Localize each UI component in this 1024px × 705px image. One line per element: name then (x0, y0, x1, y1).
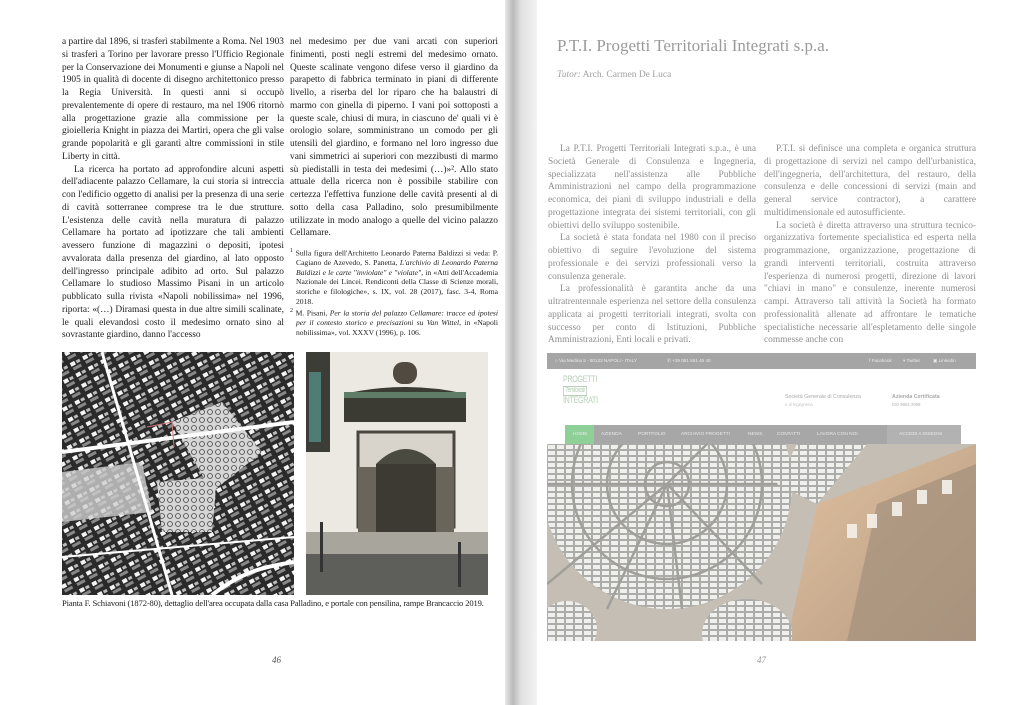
tagline-title: Società Generale di Consulenza (785, 394, 861, 400)
nav-lavora-con-noi[interactable]: LAVORA CON NOI (817, 432, 858, 437)
left-column-2 (290, 36, 498, 240)
logo-line: INTEGRATI (563, 395, 598, 406)
tagline-sub: ISO 9001:2008 (892, 402, 921, 407)
left-page (0, 0, 505, 705)
footnote-text: M. Pisani, (295, 308, 330, 318)
linkedin-link[interactable] (933, 358, 956, 364)
linkedin-icon: ▣ (933, 358, 939, 363)
tutor-name: Arch. Carmen De Luca (582, 70, 672, 80)
address-value: Via Medina 5 - 80133 NAPOLI - ITALY (559, 358, 637, 363)
address-text (555, 358, 637, 363)
access-button-label: ACCEDI A DISEGNI (899, 432, 943, 437)
historic-map-image (62, 352, 294, 595)
page-number: 46 (272, 655, 281, 665)
footnotes (290, 247, 498, 338)
footnote-title: L'archivio di Leonardo Paterna Baldizzi e le carte "inviolate" e "violate" (296, 258, 498, 277)
footnote-number: 1 (290, 248, 293, 254)
section-title: P.T.I. Progetti Territoriali Integrati s.p.a. (557, 36, 830, 55)
galleria-umberto-hero-image (547, 444, 976, 641)
tagline-consulting (785, 394, 861, 407)
nav-home[interactable]: HOME (573, 432, 588, 437)
right-column-1 (548, 143, 756, 347)
nav-azienda[interactable]: AZIENDA (601, 432, 622, 437)
tutor-label: Tutor: (557, 70, 581, 80)
website-navbar (565, 425, 961, 444)
nav-news[interactable]: NEWS (748, 432, 763, 437)
footnote-title: Per la storia del palazzo Cellamare: tracce ed ipotesi per il contesto storico e precisazioni su Van Wittel (296, 308, 498, 328)
company-logo[interactable] (563, 375, 596, 417)
tagline-title: Azienda Certificata (892, 394, 940, 400)
nav-archivio-progetti[interactable]: ARCHIVIO PROGETTI (681, 432, 731, 437)
phone-icon: ✆ (667, 358, 673, 363)
linkedin-label: Linkedin (938, 358, 956, 363)
nav-portfolio[interactable]: PORTFOLIO (638, 432, 666, 437)
paragraph: La società è diretta attraverso una struttura tecnico-organizzativa fortemente specialistica ed esperta nella programmazione, organizzazione, progettazione di grandi interventi territoriali, costruita attraverso l'esperienza di numerosi progetti, direzione di lavori "chiavi in mano" e consulenze, inerente numerosi campi. Attraverso tali attività la Società ha formato professionalità allenate ad affrontare le tematiche specialistiche necessarie all'espletamento delle singole commesse anche con (764, 220, 976, 346)
twitter-link[interactable] (903, 358, 920, 364)
website-screenshot (547, 353, 976, 641)
twitter-label: Twitter (906, 358, 921, 363)
figure-caption: Pianta F. Schiavoni (1872-80), dettaglio dell'area occupata dalla casa Palladino, e portale con pensilina, rampe Brancaccio 2019. (62, 598, 484, 608)
phone-text (667, 358, 711, 364)
paragraph: P.T.I. si definisce una completa e organica struttura di progettazione di servizi nel campo dell'urbanistica, dell'ingegneria, dell'architettura, del restauro, della consulenza e delle concessioni di servizi (main and general service contractor), a carattere multidimensionale ed autosufficiente. (764, 144, 976, 218)
paragraph: La ricerca ha portato ad approfondire alcuni aspetti dell'adiacente palazzo Cellamare, la cui storia si intreccia con l'edificio oggetto di analisi per la presenza di una serie di cavità sotterranee comprese tra le due strutture. L'esistenza delle cavità nella muratura di palazzo Cellamare ha portato ad ipotizzare che tali ambienti avessero funzione di magazzini o depositi, ipotesi avvalorata dalla presenza del giardino, al lato opposto dell'ingresso principale adibito ad orto. Sul palazzo Cellamare lo studioso Massimo Pisani in un articolo pubblicato sulla rivista «Napoli nobilissima» nel 1996, riporta: «(…) Diramasi questa in due altre simili scalinate, le quali elevandosi costo il medesimo ornato sino al sovrastante giardino, danno l'accesso (62, 164, 284, 341)
paragraph: nel medesimo per due vani arcati con superiori finimenti, posti negli estremi del medesimo ornato. Queste scalinate vengono difese verso il giardino da parapetto di fabbrica terminato in piani di differente livello, a riserba del lor riparo che ha balaustri di marmo con ginella di piperno. I vani poi sottoposti a queste scale, chiusi di mura, in ciascuno de' quali vi è orologio solare, somministrano un comodo per gli utensili del giardino, e formano nel loro ingresso due vani simmetrici ai superiori con mezzibusti di marmo sù piedistalli in testa dei medesimi (…)»². Allo stato attuale della ricerca non è possibile stabilire con certezza l'effettiva funzione delle cavità presenti al di sotto della casa Palladino, solo presumibilmente utilizzate in modo analogo a quelle del vicino palazzo Cellamare. (290, 37, 498, 239)
left-column-1 (62, 36, 284, 342)
portal-photo-image (306, 352, 488, 595)
footnote-1 (290, 247, 498, 306)
logo-line: PROGETTI (563, 374, 598, 385)
location-icon: ⌂ (555, 358, 560, 363)
footnote-text: , in «Napoli nobilissima», vol. XXXV (1996), p. 106. (296, 318, 498, 337)
website-topbar (547, 353, 976, 369)
twitter-icon: ▾ (903, 358, 907, 363)
paragraph: a partire dal 1896, si trasferì stabilmente a Roma. Nel 1903 si trasferì a Torino per lavorare presso l'Ufficio Regionale per la Conservazione dei Monumenti e giunse a Napoli nel 1905 in qualità di docente di disegno architettonico presso la Regia Università. In questi anni si occupò prevalentemente di opere di restauro, ma nel 1906 ritornò alla progettazione grazie alla commissione per la gioielleria Knight in piazza dei Martiri, opera che gli valse grande popolarità e gli garantì altre commissioni in stile Liberty in città. (62, 37, 284, 162)
book-gutter (505, 0, 537, 705)
footnote-text: , in «Atti dell'Accademia Nazionale dei Lincei. Rendiconti della Classe di Scienze morali, storiche e filologiche», s. IX, vol. 28 (2017), fasc. 3-4, Roma 2018. (296, 267, 498, 306)
access-drawings-button[interactable] (887, 425, 961, 444)
facebook-link[interactable] (869, 358, 892, 363)
nav-contatti[interactable]: CONTATTI (777, 432, 801, 437)
paragraph: La P.T.I. Progetti Territoriali Integrati s.p.a., è una Società Generale di Consulenza e Ingegneria, specializzata nell'assistenza alle Pubbliche Amministrazioni nel campo della programmazione economica, dei piani di sviluppo industriali e della progettazione integrata dei sistemi territoriali, con gli obiettivi dello sviluppo sostenibile. (548, 144, 756, 231)
paragraph: La professionalità è garantita anche da una ultratrentennale esperienza nel settore della consulenza applicata ai progetti territoriali integrati, svolta con successo per conto di Istituzioni, Pubbliche Amministrazioni, Enti locali e privati. (548, 284, 756, 346)
logo-line: Territoriali (563, 386, 587, 396)
footnote-text: Sulla figura dell'Architetto Leonardo Paterna Baldizzi si veda: P. Cagiano de Azevedo, S. Panetta, (295, 248, 498, 268)
facebook-label: Facebook (871, 358, 892, 363)
tagline-sub: e di Ingegneria (785, 402, 813, 407)
page-number: 47 (757, 655, 766, 665)
phone-value: +39 081 551 45 40 (672, 358, 711, 363)
right-column-2 (764, 143, 976, 347)
tagline-certified (892, 394, 940, 407)
paragraph: La società è stata fondata nel 1980 con il preciso obiettivo di seguire l'evoluzione del sistema professionale e dei servizi professionali verso la consulenza generale. (548, 233, 756, 282)
footnote-number: 2 (290, 308, 293, 315)
facebook-icon: f (869, 358, 872, 363)
tutor-line (557, 70, 671, 80)
footnote-2 (290, 307, 498, 337)
